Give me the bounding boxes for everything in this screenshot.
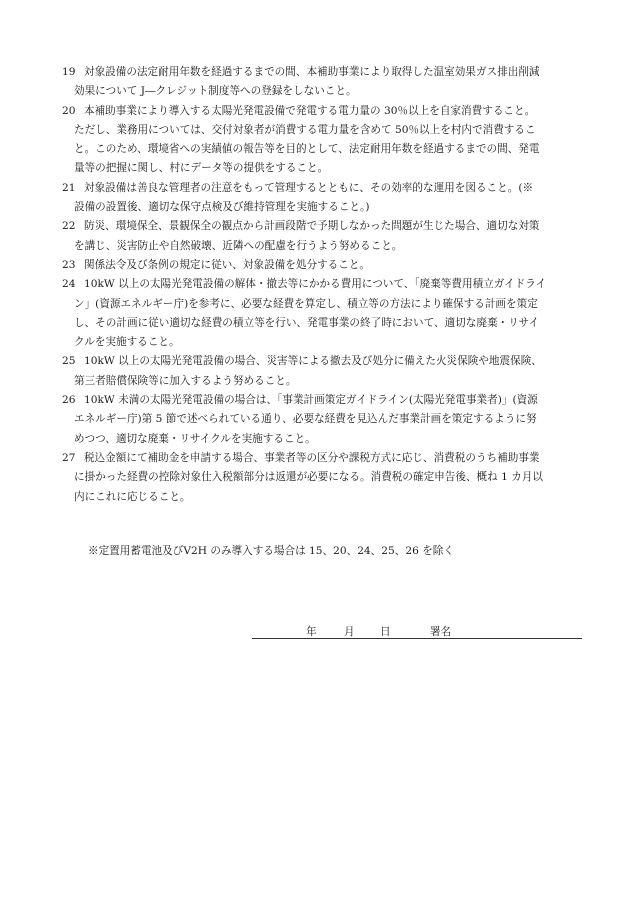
condition-text: 対象設備は善良な管理者の注意をもって管理するとともに、その効率的な運用を図ること。(※ xyxy=(84,181,534,194)
condition-text: し、その計画に従い適切な経費の積立等を行い、発電事業の終了時において、適切な廃棄・リサイ xyxy=(74,316,539,329)
condition-number: 20 xyxy=(62,104,76,117)
condition-line xyxy=(62,121,582,140)
condition-line xyxy=(62,140,582,159)
condition-text: 税込金額にて補助金を申請する場合、事業者等の区分や課税方式に応じ、消費税のうち補助事業 xyxy=(84,451,540,464)
condition-text: 第三者賠償保険等に加入するよう努めること。 xyxy=(74,374,297,387)
condition-text: 対象設備の法定耐用年数を経過するまでの間、本補助事業により取得した温室効果ガス排出削減 xyxy=(84,66,540,78)
condition-line xyxy=(62,275,582,294)
condition-line xyxy=(62,333,582,352)
condition-text: 10kW 未満の太陽光発電設備の場合は、「事業計画策定ガイドライン(太陽光発電事業者)」(資源 xyxy=(84,394,538,407)
condition-number: 27 xyxy=(62,451,76,464)
condition-item xyxy=(62,449,582,507)
condition-number: 22 xyxy=(62,220,76,233)
condition-line xyxy=(62,391,582,410)
condition-text: 本補助事業により導入する太陽光発電設備で発電する電力量の 30％以上を自家消費すること。 xyxy=(84,104,536,117)
condition-number: 24 xyxy=(62,278,76,291)
condition-number: 19 xyxy=(62,66,76,78)
condition-line xyxy=(62,179,582,198)
condition-line xyxy=(62,352,582,371)
condition-text: ただし、業務用については、交付対象者が消費する電力量を含めて 50％以上を村内で消費するこ xyxy=(74,123,536,136)
condition-text: ン」(資源エネルギー庁)を参考に、必要な経費を算定し、積立等の方法により確保する計画を策定 xyxy=(74,297,538,310)
condition-line xyxy=(62,159,582,178)
condition-line xyxy=(62,449,582,468)
condition-line xyxy=(62,468,582,487)
condition-line xyxy=(62,63,582,82)
condition-text: 設備の設置後、適切な保守点検及び維持管理を実施すること。) xyxy=(74,201,370,214)
condition-text: と。このため、環境省への実績値の報告等を目的として、法定耐用年数を経過するまでの間、発電 xyxy=(74,143,540,156)
condition-line xyxy=(62,82,582,101)
signature-day-label: 日 xyxy=(380,626,391,638)
condition-text: 量等の把握に関し、村にデータ等の提供をすること。 xyxy=(74,162,329,175)
condition-line xyxy=(62,314,582,333)
condition-number: 25 xyxy=(62,355,76,368)
signature-month-label: 月 xyxy=(344,626,355,638)
condition-item xyxy=(62,352,582,391)
condition-text: を講じ、災害防止や自然破壊、近隣への配慮を行うよう努めること。 xyxy=(74,239,403,252)
condition-line xyxy=(62,217,582,236)
condition-item xyxy=(62,63,582,102)
condition-text: 内にこれに応じること。 xyxy=(74,490,191,503)
condition-line xyxy=(62,237,582,256)
condition-line xyxy=(62,198,582,217)
signature-year-label: 年 xyxy=(306,626,317,638)
condition-item xyxy=(62,256,582,275)
exclusion-note: ※定置用蓄電池及びV2H のみ導入する場合は 15、20、24、25、26 を除く xyxy=(88,545,454,557)
condition-line xyxy=(62,256,582,275)
condition-item xyxy=(62,102,582,179)
condition-line xyxy=(62,410,582,429)
condition-text: エネルギー庁)第 5 節で述べられている通り、必要な経費を見込んだ事業計画を策定するように努 xyxy=(74,413,537,426)
condition-line xyxy=(62,488,582,507)
signature-line xyxy=(252,622,582,639)
condition-number: 21 xyxy=(62,181,76,194)
condition-line xyxy=(62,295,582,314)
condition-item xyxy=(62,275,582,352)
signature-name-label: 署名 xyxy=(430,626,452,638)
condition-text: めつつ、適切な廃棄・リサイクルを実施すること。 xyxy=(74,432,316,445)
condition-text: 関係法令及び条例の規定に従い、対象設備を処分すること。 xyxy=(84,258,371,271)
condition-item xyxy=(62,391,582,449)
condition-line xyxy=(62,430,582,449)
condition-line xyxy=(62,372,582,391)
condition-text: クルを実施すること。 xyxy=(74,336,180,349)
condition-item xyxy=(62,179,582,218)
condition-text: に掛かった経費の控除対象仕入税額部分は返還が必要になる。消費税の確定申告後、概ね 1 カ月以 xyxy=(74,471,544,484)
condition-text: 効果について J―クレジット制度等への登録をしないこと。 xyxy=(74,85,357,98)
conditions-list xyxy=(62,63,582,507)
condition-line xyxy=(62,102,582,121)
condition-number: 23 xyxy=(62,258,76,271)
condition-text: 防災、環境保全、景観保全の観点から計画段階で予期しなかった問題が生じた場合、適切な対策 xyxy=(84,220,540,233)
condition-number: 26 xyxy=(62,394,76,407)
condition-text: 10kW 以上の太陽光発電設備の解体・撤去等にかかる費用について、「廃棄等費用積立ガイドライ xyxy=(84,278,547,291)
condition-item xyxy=(62,217,582,256)
condition-text: 10kW 以上の太陽光発電設備の場合、災害等による撤去及び処分に備えた火災保険や地震保険、 xyxy=(84,355,542,368)
